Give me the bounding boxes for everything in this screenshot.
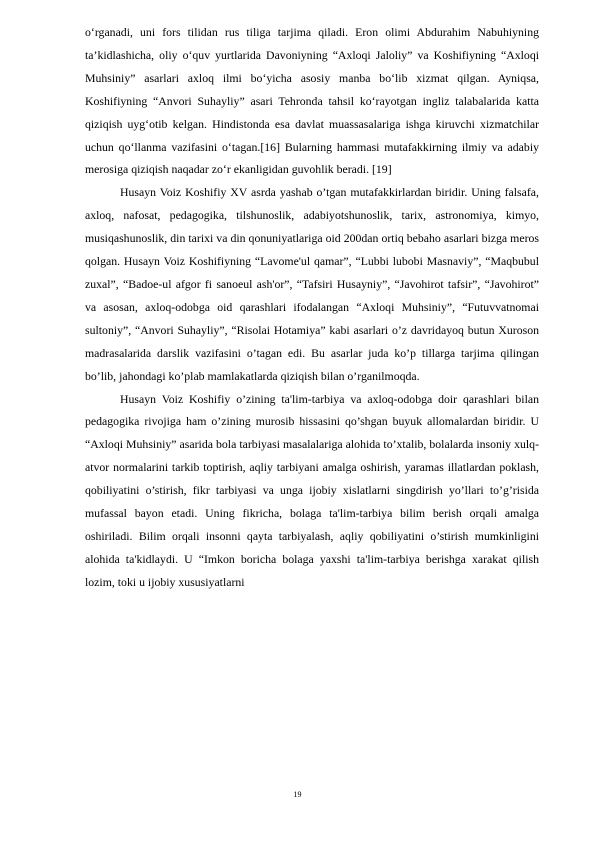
paragraph-koshifiy-pedagogy: Husayn Voiz Koshifiy o’zining ta'lim-tarbiya va axloq-odobga doir qarashlari bilan pedagogika rivojiga ham o’zining murosib hissasini qo’shgan buyuk allomalardan biridir. U “Axloqi Muhsiniy” asarida bola tarbiyasi masalalariga alohida to’xtalib, bolalarda insoniy xulq-atvor normalarini tarkib toptirish, aqliy tarbiyani amalga oshirish, yaramas illatlardan poklash, qobiliyatini o’stirish, fikr tarbiyasi va unga ijobiy xislatlarni singdirish yo’llari to’g’risida mufassal bayon etadi. Uning fikricha, bolaga ta'lim-tarbiya bilim berish orqali amalga oshiriladi. Bilim orqali insonni qayta tarbiyalash, aqliy qobiliyatini o’stirish mumkinligini alohida ta'kidlaydi. U “Imkon boricha bolaga yaxshi ta'lim-tarbiya berishga xarakat qilish lozim, toki u ijobiy xususiyatlarni <box>85 391 539 589</box>
paragraph-continuation: o‘rganadi, uni fors tilidan rus tiliga tarjima qiladi. Eron olimi Abdurahim Nabuhiyning ta’kidlashicha, oliy o‘quv yurtlarida Davoniyning “Axloqi Jaloliy” va Koshifiyning “Axloqi Muhsiniy” asarlari axloq ilmi bo‘yicha asosiy manba bo‘lib xizmat qilgan. Ayniqsa, Koshifiyning “Anvori Suhayliy” asari Tehronda tahsil ko‘rayotgan ingliz talabalarida katta qiziqish uyg‘otib kelgan. Hindistonda esa davlat muassasalariga ishga kiruvchi xizmatchilar uchun qo‘llanma vazifasini o‘tagan.[16] Bularning hammasi mutafakkirning ilmiy va adabiy merosiga qiziqish naqadar zo‘r ekanligidan guvohlik beradi. [19] <box>85 25 539 177</box>
page-number: 19 <box>293 790 302 799</box>
paragraph-koshifiy-works: Husayn Voiz Koshifiy XV asrda yashab o’tgan mutafakkirlardan biridir. Uning falsafa, axloq, nafosat, pedagogika, tilshunoslik, adabiyotshunoslik, tarix, astronomiya, kimyo, musiqashunoslik, din tarixi va din qonuniyatlariga oid 200dan ortiq bebaho asarlari bizga meros qolgan. Husayn Voiz Koshifiyning “Lavome'ul qamar”, “Lubbi lubobi Masnaviy”, “Maqbubul zuxal”, “Badoe-ul afgor fi sanoeul ash'or”, “Tafsiri Husayniy”, “Javohirot tafsir”, “Javohirot” va asosan, axloq-odobga oid qarashlari ifodalangan “Axloqi Muhsiniy”, “Futuvvatnomai sultoniy”, “Anvori Suhayliy”, “Risolai Hotamiya” kabi asarlari o’z davridayoq butun Xuroson madrasalarida darslik vazifasini o’tagan edi. Bu asarlar juda ko’p tillarga tarjima qilingan bo’lib, jahondagi ko’plab mamlakatlarda qiziqish bilan o’rganilmoqda. <box>85 185 539 383</box>
body-text <box>85 21 539 594</box>
